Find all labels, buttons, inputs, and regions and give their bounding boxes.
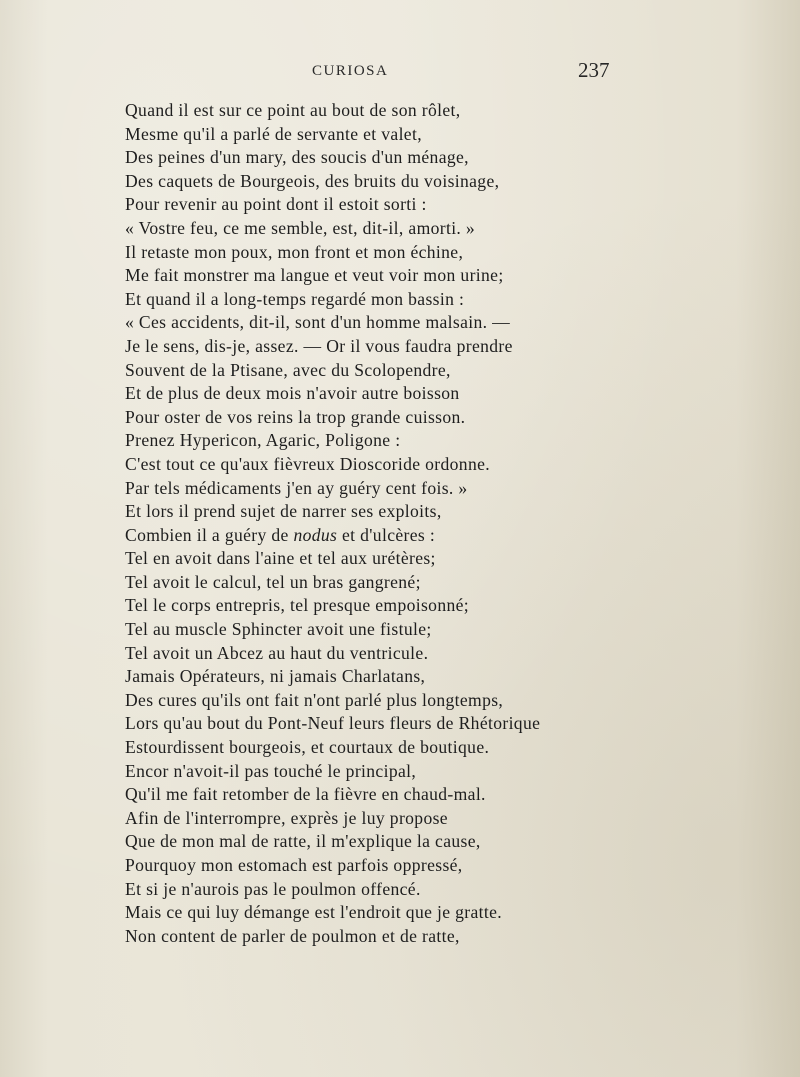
verse-text: Tel au muscle Sphincter avoit une fistule;: [125, 619, 432, 640]
verse-line: [125, 760, 645, 784]
verse-line: [125, 264, 645, 288]
verse-text: Tel en avoit dans l'aine et tel aux urétères;: [125, 548, 436, 569]
verse-text: Tel avoit le calcul, tel un bras gangrené;: [125, 571, 421, 592]
verse-text: Tel avoit un Abcez au haut du ventricule.: [125, 642, 429, 663]
verse-line: [125, 500, 645, 524]
verse-text: Quand il est sur ce point au bout de son rôlet,: [125, 100, 461, 120]
verse-text: Je le sens, dis-je, assez. — Or il vous faudra prendre: [125, 335, 513, 356]
verse-text: Pour oster de vos reins la trop grande cuisson.: [125, 406, 466, 427]
verse-text: Lors qu'au bout du Pont-Neuf leurs fleurs de Rhétorique: [125, 713, 541, 734]
verse-text: Non content de parler de poulmon et de ratte,: [125, 925, 460, 946]
verse-text: Pourquoy mon estomach est parfois oppressé,: [125, 855, 463, 875]
verse-text: et d'ulcères :: [337, 524, 436, 545]
verse-text: Des cures qu'ils ont fait n'ont parlé plus longtemps,: [125, 689, 504, 710]
verse-text: Mais ce qui luy démange est l'endroit que je gratte.: [125, 902, 503, 923]
verse-line: [125, 288, 645, 312]
verse-text: Pour revenir au point dont il estoit sorti :: [125, 194, 427, 215]
verse-line: [125, 830, 645, 854]
verse-text: Estourdissent bourgeois, et courtaux de boutique.: [125, 737, 490, 758]
running-title: CURIOSA: [312, 63, 389, 79]
verse-line: [125, 925, 645, 949]
verse-line: [125, 594, 645, 618]
verse-line: [125, 665, 645, 689]
verse-text: Encor n'avoit-il pas touché le principal,: [125, 760, 417, 781]
verse-text: Et de plus de deux mois n'avoir autre boisson: [125, 383, 460, 404]
verse-line: [125, 146, 645, 170]
verse-text: Il retaste mon poux, mon front et mon échine,: [125, 241, 464, 262]
verse-line: [125, 123, 645, 147]
verse-text: Souvent de la Ptisane, avec du Scolopendre,: [125, 359, 451, 380]
verse-text: Par tels médicaments j'en ay guéry cent fois. »: [125, 477, 468, 498]
verse-text: Prenez Hypericon, Agaric, Poligone :: [125, 430, 401, 451]
verse-line: [125, 807, 645, 831]
verse-text: Mesme qu'il a parlé de servante et valet,: [125, 123, 422, 144]
verse-line: [125, 547, 645, 571]
verse-text: C'est tout ce qu'aux fièvreux Dioscoride ordonne.: [125, 453, 491, 474]
verse-line: [125, 854, 645, 878]
verse-line: [125, 429, 645, 453]
verse-line: [125, 193, 645, 217]
verse-line: [125, 382, 645, 406]
verse-line: [125, 453, 645, 477]
verse-line: [125, 689, 645, 713]
verse-line: [125, 477, 645, 501]
verse-line: [125, 170, 645, 194]
verse-line: [125, 524, 645, 548]
verse-text: Que de mon mal de ratte, il m'explique la cause,: [125, 831, 481, 852]
page-number: 237: [578, 58, 610, 82]
verse-line: [125, 571, 645, 595]
verse-text: Des caquets de Bourgeois, des bruits du voisinage,: [125, 170, 500, 191]
verse-line: [125, 712, 645, 736]
page-header: [0, 58, 800, 88]
verse-line: [125, 642, 645, 666]
verse-line: [125, 783, 645, 807]
verse-line: [125, 406, 645, 430]
verse-text: Et lors il prend sujet de narrer ses exploits,: [125, 501, 442, 522]
verse-text: Jamais Opérateurs, ni jamais Charlatans,: [125, 666, 426, 687]
verse-line: [125, 878, 645, 902]
verse-text: Et quand il a long-temps regardé mon bassin :: [125, 288, 465, 309]
verse-text: Me fait monstrer ma langue et veut voir mon urine;: [125, 265, 504, 286]
verse-text: « Vostre feu, ce me semble, est, dit-il, amorti. »: [125, 217, 476, 238]
verse-line: [125, 311, 645, 335]
verse-text: « Ces accidents, dit-il, sont d'un homme malsain. —: [125, 312, 511, 333]
verse-text: Et si je n'aurois pas le poulmon offencé.: [125, 878, 421, 899]
verse-line: [125, 99, 645, 123]
verse-line: [125, 217, 645, 241]
verse-line: [125, 736, 645, 760]
italic-word: nodus: [293, 524, 338, 545]
verse-line: [125, 618, 645, 642]
verse-text: Des peines d'un mary, des soucis d'un ménage,: [125, 147, 469, 168]
verse-line: [125, 241, 645, 265]
verse-line: [125, 359, 645, 383]
verse-line: [125, 335, 645, 359]
verse-text: Afin de l'interrompre, exprès je luy propose: [125, 807, 448, 828]
verse-text: Tel le corps entrepris, tel presque empoisonné;: [125, 595, 470, 616]
verse-text: Qu'il me fait retomber de la fièvre en chaud-mal.: [125, 784, 486, 805]
verse-line: [125, 901, 645, 925]
poem-text: [125, 99, 645, 948]
verse-text: Combien il a guéry de: [125, 524, 294, 545]
